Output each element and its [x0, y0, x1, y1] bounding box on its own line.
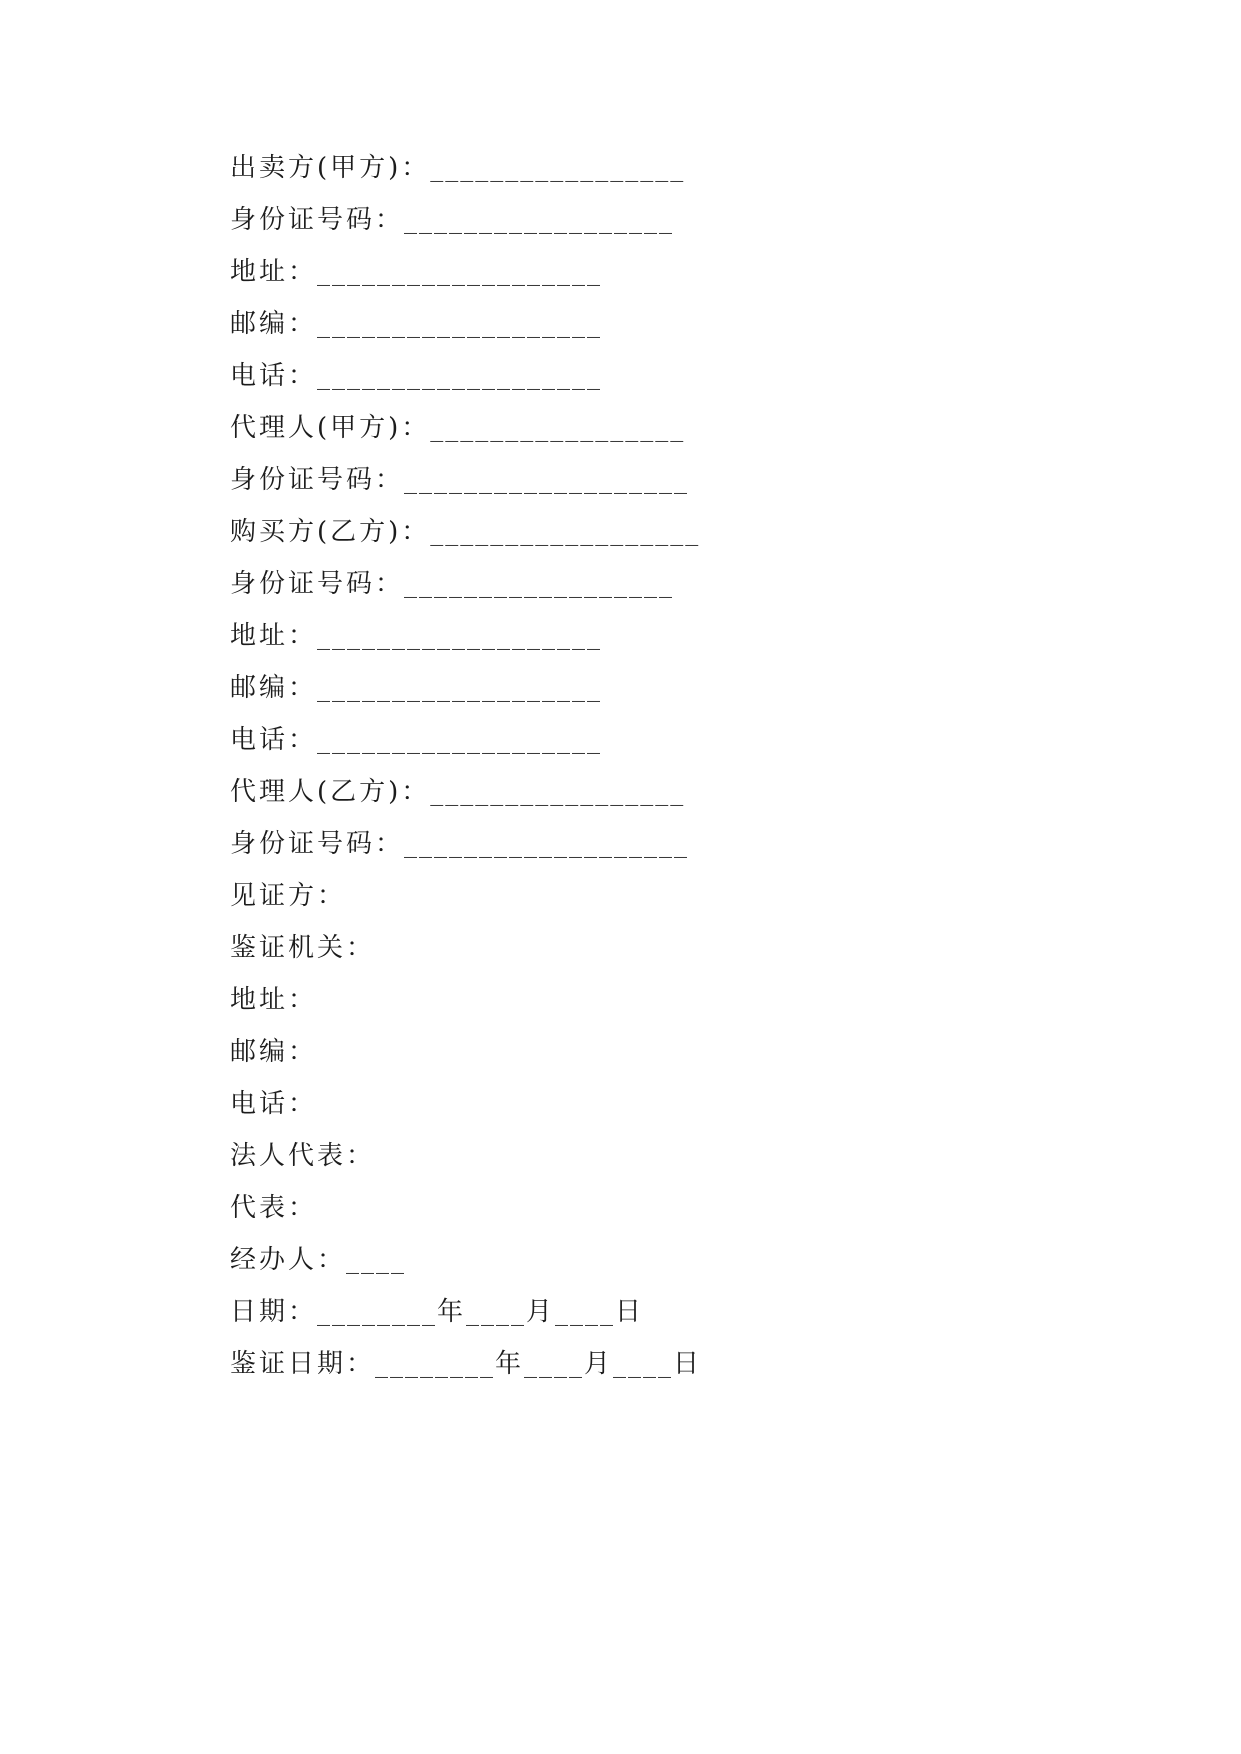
seller-id-number-blank: __________________ [404, 205, 675, 235]
buyer-id-number-blank: __________________ [404, 569, 675, 599]
witness-line [230, 870, 1130, 922]
authority-postcode-line [230, 1026, 1130, 1078]
buyer-id-number-label: 身份证号码： [230, 569, 405, 599]
certification-year-unit: 年 [495, 1349, 525, 1379]
seller-id-number-label: 身份证号码： [230, 205, 405, 235]
seller-address-blank: ___________________ [317, 257, 603, 287]
authority-phone-label: 电话： [230, 1089, 318, 1119]
seller-line [230, 142, 1130, 194]
buyer-postcode-blank: ___________________ [317, 673, 603, 703]
handler-blank: ____ [346, 1245, 407, 1275]
certification-date-label: 鉴证日期： [230, 1349, 376, 1379]
legal-representative-line [230, 1130, 1130, 1182]
seller-blank: _________________ [430, 153, 686, 183]
seller-agent-id-number-label: 身份证号码： [230, 465, 405, 495]
handler-label: 经办人： [230, 1245, 347, 1275]
seller-agent-blank: _________________ [430, 413, 686, 443]
buyer-postcode-label: 邮编： [230, 673, 318, 703]
authority-address-line [230, 974, 1130, 1026]
seller-agent-id-number-blank: ___________________ [404, 465, 690, 495]
buyer-blank: __________________ [430, 517, 701, 547]
buyer-agent-id-number-blank: ___________________ [404, 829, 690, 859]
signing-day-unit: 日 [615, 1297, 645, 1327]
authority-address-label: 地址： [230, 985, 318, 1015]
certifying-authority-line [230, 922, 1130, 974]
buyer-line [230, 506, 1130, 558]
seller-postcode-line [230, 298, 1130, 350]
buyer-agent-id-number-label: 身份证号码： [230, 829, 405, 859]
seller-address-label: 地址： [230, 257, 318, 287]
signing-day-blank: ____ [555, 1297, 616, 1327]
buyer-address-line [230, 610, 1130, 662]
seller-address-line [230, 246, 1130, 298]
buyer-agent-line [230, 766, 1130, 818]
legal-representative-label: 法人代表： [230, 1141, 376, 1171]
buyer-phone-line [230, 714, 1130, 766]
signing-date-label: 日期： [230, 1297, 318, 1327]
buyer-agent-blank: _________________ [430, 777, 686, 807]
seller-agent-line [230, 402, 1130, 454]
signing-date-line [230, 1286, 1130, 1338]
seller-agent-id-number-line [230, 454, 1130, 506]
certification-year-blank: ________ [375, 1349, 496, 1379]
buyer-agent-id-number-line [230, 818, 1130, 870]
buyer-id-number-line [230, 558, 1130, 610]
buyer-phone-label: 电话： [230, 725, 318, 755]
buyer-address-blank: ___________________ [317, 621, 603, 651]
representative-line [230, 1182, 1130, 1234]
witness-label: 见证方： [230, 881, 347, 911]
certification-month-blank: ____ [524, 1349, 585, 1379]
certification-day-unit: 日 [673, 1349, 703, 1379]
handler-line [230, 1234, 1130, 1286]
contract-signature-block [230, 142, 1130, 1390]
seller-postcode-blank: ___________________ [317, 309, 603, 339]
buyer-agent-label: 代理人(乙方)： [230, 777, 431, 807]
seller-postcode-label: 邮编： [230, 309, 318, 339]
seller-agent-label: 代理人(甲方)： [230, 413, 431, 443]
seller-label: 出卖方(甲方)： [230, 153, 431, 183]
representative-label: 代表： [230, 1193, 318, 1223]
authority-postcode-label: 邮编： [230, 1037, 318, 1067]
seller-phone-line [230, 350, 1130, 402]
buyer-phone-blank: ___________________ [317, 725, 603, 755]
signing-month-blank: ____ [466, 1297, 527, 1327]
signing-year-unit: 年 [437, 1297, 467, 1327]
signing-month-unit: 月 [526, 1297, 556, 1327]
buyer-label: 购买方(乙方)： [230, 517, 431, 547]
buyer-postcode-line [230, 662, 1130, 714]
authority-phone-line [230, 1078, 1130, 1130]
certification-date-line [230, 1338, 1130, 1390]
seller-id-number-line [230, 194, 1130, 246]
certifying-authority-label: 鉴证机关： [230, 933, 376, 963]
certification-day-blank: ____ [613, 1349, 674, 1379]
signing-year-blank: ________ [317, 1297, 438, 1327]
seller-phone-blank: ___________________ [317, 361, 603, 391]
seller-phone-label: 电话： [230, 361, 318, 391]
buyer-address-label: 地址： [230, 621, 318, 651]
certification-month-unit: 月 [584, 1349, 614, 1379]
